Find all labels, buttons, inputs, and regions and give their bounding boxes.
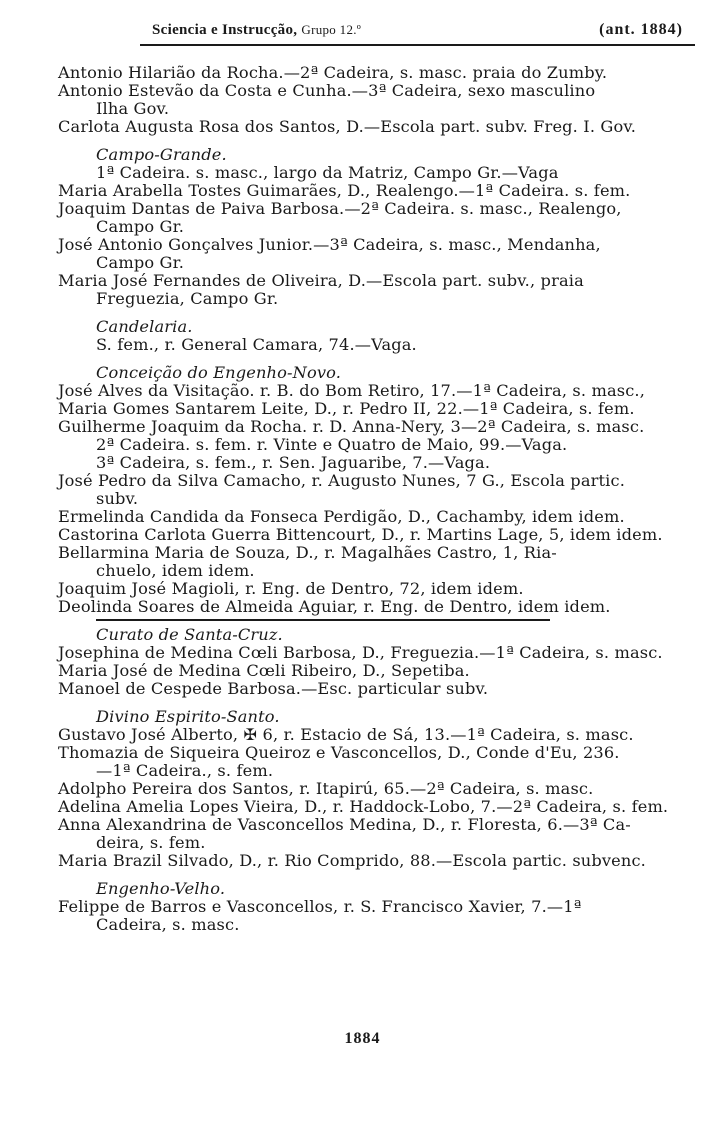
entry-continuation: 1ª Cadeira. s. masc., largo da Matriz, Campo Gr.—Vaga <box>96 163 559 182</box>
entry-continuation: Campo Gr. <box>96 217 185 236</box>
entry-line: Maria José de Medina Cœli Ribeiro, D., Sepetiba. <box>58 661 470 680</box>
entry-continuation: chuelo, idem idem. <box>96 561 255 580</box>
section-heading: Conceição do Engenho-Novo. <box>96 363 342 382</box>
entry-line: Guilherme Joaquim da Rocha. r. D. Anna-Nery, 3—2ª Cadeira, s. masc. <box>58 417 645 436</box>
entry-line: Gustavo José Alberto, ✠ 6, r. Estacio de Sá, 13.—1ª Cadeira, s. masc. <box>58 725 634 744</box>
entry-line: Maria José Fernandes de Oliveira, D.—Escola part. subv., praia <box>58 271 584 290</box>
entry-line: José Antonio Gonçalves Junior.—3ª Cadeira, s. masc., Mendanha, <box>58 235 601 254</box>
entry-continuation: subv. <box>96 489 139 508</box>
entry-line: Ermelinda Candida da Fonseca Perdigão, D., Cachamby, idem idem. <box>58 507 625 526</box>
entry-continuation: 3ª Cadeira, s. fem., r. Sen. Jaguaribe, 7.—Vaga. <box>96 453 491 472</box>
entry-line: Antonio Hilarião da Rocha.—2ª Cadeira, s. masc. praia do Zumby. <box>58 63 608 82</box>
entry-line: Thomazia de Siqueira Queiroz e Vasconcellos, D., Conde d'Eu, 236. <box>58 743 620 762</box>
entry-line: José Alves da Visitação. r. B. do Bom Retiro, 17.—1ª Cadeira, s. masc., <box>58 381 646 400</box>
entry-continuation: —1ª Cadeira., s. fem. <box>96 761 274 780</box>
entry-line: Maria Gomes Santarem Leite, D., r. Pedro II, 22.—1ª Cadeira, s. fem. <box>58 399 635 418</box>
header-title <box>152 22 361 39</box>
page-header <box>140 20 695 46</box>
section-heading: Curato de Santa-Cruz. <box>96 625 283 644</box>
entry-continuation: Freguezia, Campo Gr. <box>96 289 279 308</box>
entry-line: Maria Brazil Silvado, D., r. Rio Comprido, 88.—Escola partic. subvenc. <box>58 851 646 870</box>
entry-continuation: 2ª Cadeira. s. fem. r. Vinte e Quatro de Maio, 99.—Vaga. <box>96 435 568 454</box>
entry-line: Adelina Amelia Lopes Vieira, D., r. Haddock-Lobo, 7.—2ª Cadeira, s. fem. <box>58 797 669 816</box>
entry-line: Anna Alexandrina de Vasconcellos Medina, D., r. Floresta, 6.—3ª Ca- <box>58 815 631 834</box>
section-heading: Engenho-Velho. <box>96 879 226 898</box>
entry-line: Bellarmina Maria de Souza, D., r. Magalhães Castro, 1, Ria- <box>58 543 557 562</box>
entry-continuation: Ilha Gov. <box>96 99 170 118</box>
entry-line: Adolpho Pereira dos Santos, r. Itapirú, 65.—2ª Cadeira, s. masc. <box>58 779 594 798</box>
entry-line: Joaquim Dantas de Paiva Barbosa.—2ª Cadeira. s. masc., Realengo, <box>58 199 622 218</box>
entry-line: Deolinda Soares de Almeida Aguiar, r. Eng. de Dentro, idem idem. <box>58 597 611 616</box>
header-rule <box>140 44 695 46</box>
entry-line: Felippe de Barros e Vasconcellos, r. S. Francisco Xavier, 7.—1ª <box>58 897 582 916</box>
entry-line: Josephina de Medina Cœli Barbosa, D., Freguezia.—1ª Cadeira, s. masc. <box>58 643 663 662</box>
entry-line: Joaquim José Magioli, r. Eng. de Dentro, 72, idem idem. <box>58 579 524 598</box>
entry-continuation: Campo Gr. <box>96 253 185 272</box>
entries-list <box>58 64 700 934</box>
section-heading: Divino Espirito-Santo. <box>96 707 280 726</box>
entry-line: Maria Arabella Tostes Guimarães, D., Realengo.—1ª Cadeira. s. fem. <box>58 181 631 200</box>
entry-line: José Pedro da Silva Camacho, r. Augusto Nunes, 7 G., Escola partic. <box>58 471 625 490</box>
header-year: (ant. 1884) <box>599 21 683 38</box>
entry-continuation: Cadeira, s. masc. <box>96 915 240 934</box>
page-footer: 1884 <box>344 1030 381 1047</box>
section-heading: Candelaria. <box>96 317 193 336</box>
header-grupo: Grupo 12.º <box>301 22 362 37</box>
divider-line <box>96 619 550 621</box>
entry-continuation: deira, s. fem. <box>96 833 206 852</box>
entry-line: Castorina Carlota Guerra Bittencourt, D., r. Martins Lage, 5, idem idem. <box>58 525 663 544</box>
entry-line: Carlota Augusta Rosa dos Santos, D.—Escola part. subv. Freg. I. Gov. <box>58 117 637 136</box>
entry-continuation: S. fem., r. General Camara, 74.—Vaga. <box>96 335 417 354</box>
entry-line: Antonio Estevão da Costa e Cunha.—3ª Cadeira, sexo masculino <box>58 81 596 100</box>
section-rule <box>58 616 700 626</box>
entry-line: Manoel de Cespede Barbosa.—Esc. particular subv. <box>58 679 489 698</box>
header-title-text: Sciencia e Instrucção, <box>152 22 298 38</box>
section-heading: Campo-Grande. <box>96 145 227 164</box>
